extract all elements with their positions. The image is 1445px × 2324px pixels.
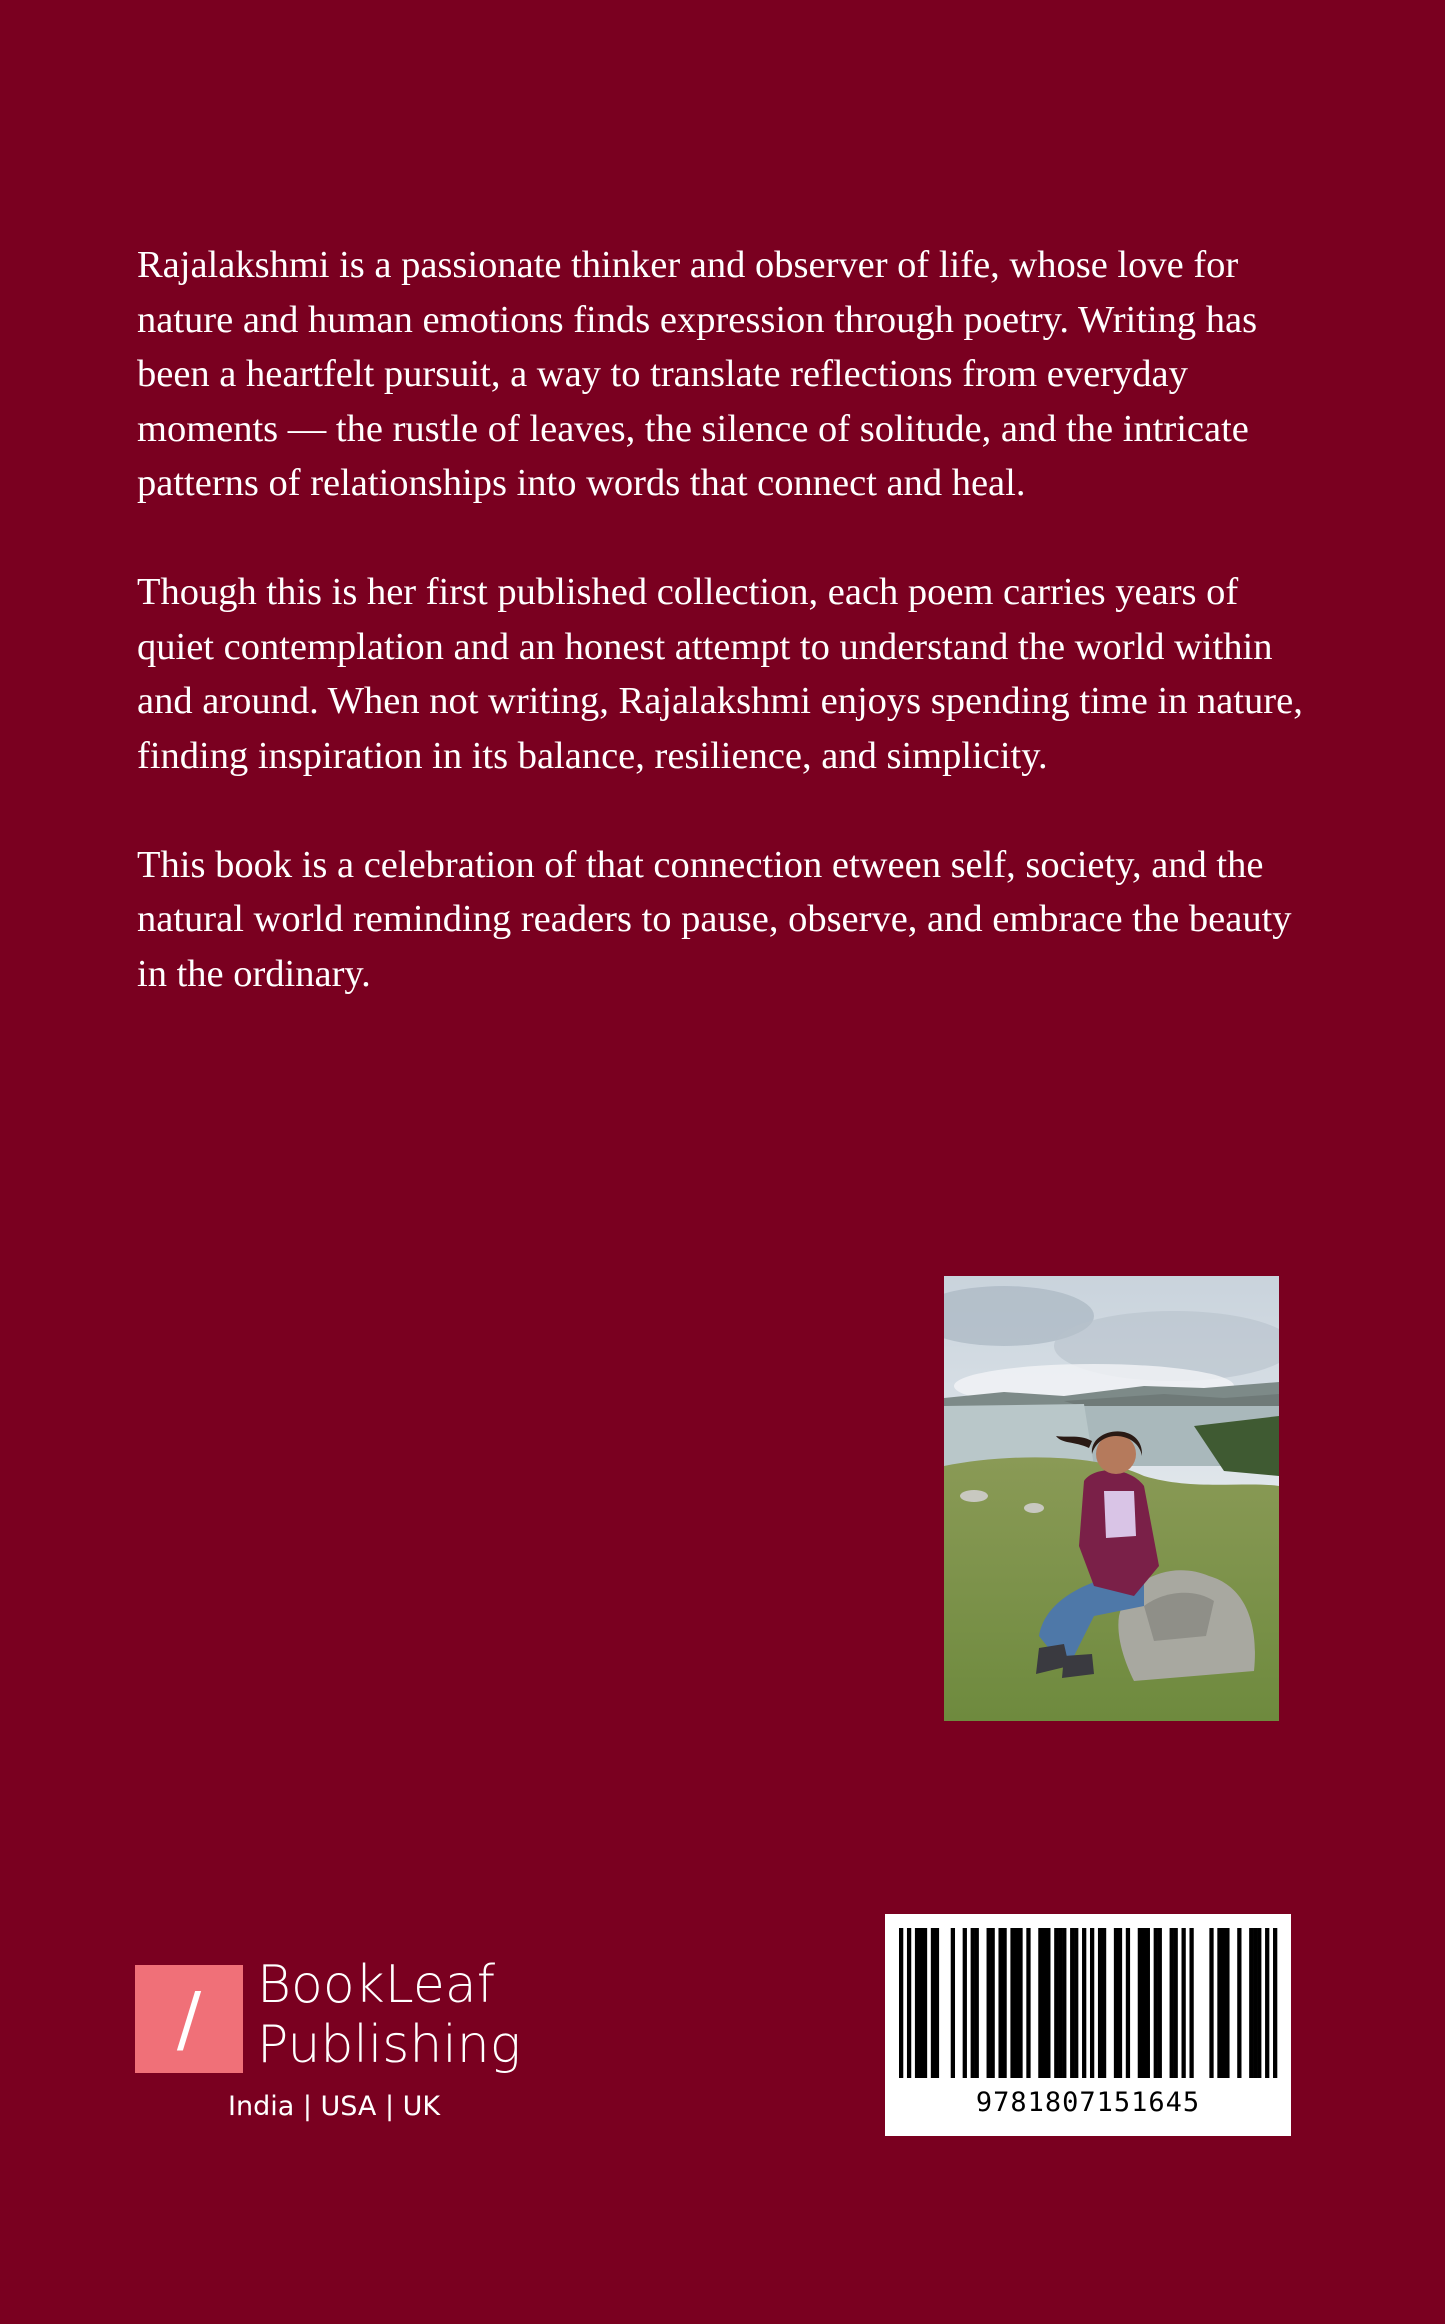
barcode-bar [1038, 1928, 1042, 2078]
barcode-bar [963, 1928, 967, 2078]
barcode-bar [1253, 1928, 1257, 2078]
barcode-bar [1237, 1928, 1241, 2078]
barcode-bar [931, 1928, 935, 2078]
barcode-bar [1142, 1928, 1146, 2078]
barcode-bar [1249, 1928, 1253, 2078]
barcode-bar [1257, 1928, 1261, 2078]
barcode-bar [1209, 1928, 1213, 2078]
bio-paragraph: Rajalakshmi is a passionate thinker and observer of life, whose love for nature and human emotions finds expression through poetry. Writing has been a heartfelt pursuit, a way to translate reflections from everyday moments — the rustle of leaves, the silence of solitude, and the intricate patterns of relationships into words that connect and heal. [137, 244, 1258, 504]
barcode-bar [1138, 1928, 1142, 2078]
publisher-name-line1: BookLeaf [257, 1955, 496, 2015]
barcode-bar [1058, 1928, 1062, 2078]
barcode-bar [907, 1928, 911, 2078]
publisher-regions: India | USA | UK [228, 2091, 441, 2122]
barcode-bar [919, 1928, 923, 2078]
barcode-bar [1002, 1928, 1006, 2078]
barcode-bar [1090, 1928, 1094, 2078]
isbn-number: 9781807151645 [975, 2087, 1201, 2118]
barcode-bar [1046, 1928, 1050, 2078]
barcode-bar [1158, 1928, 1162, 2078]
barcode-bar [998, 1928, 1002, 2078]
barcode-bar [1146, 1928, 1150, 2078]
barcode-bar [1042, 1928, 1046, 2078]
barcode-bar [1082, 1928, 1086, 2078]
barcode-bar [1118, 1928, 1122, 2078]
barcode-bar [1014, 1928, 1018, 2078]
barcode-bar [1154, 1928, 1158, 2078]
barcode-bar [1070, 1928, 1074, 2078]
barcode-bar [1062, 1928, 1066, 2078]
barcode-bar [899, 1928, 903, 2078]
barcode-bar [915, 1928, 919, 2078]
barcode-bar [1189, 1928, 1193, 2078]
barcode-bar [1074, 1928, 1078, 2078]
barcode-bar [1102, 1928, 1106, 2078]
barcode-bar [1217, 1928, 1221, 2078]
barcode-bar [971, 1928, 975, 2078]
barcode-bar [1265, 1928, 1269, 2078]
barcode-bar [987, 1928, 991, 2078]
bio-paragraph: Though this is her first published collection, each poem carries years of quiet contemplation and an honest attempt to understand the world within and around. When not writing, Rajalakshmi enjoys spending time in nature, finding inspiration in its balance, resilience, and simplicity. [137, 571, 1303, 777]
barcode-bar [975, 1928, 979, 2078]
publisher-logo-mark: / [135, 1965, 243, 2073]
publisher-name [257, 1955, 521, 2075]
bio-paragraph: This book is a celebration of that connection etween self, society, and the natural world reminding readers to pause, observe, and embrace the beauty in the ordinary. [137, 843, 1292, 995]
barcode-bar [1221, 1928, 1225, 2078]
author-bio [137, 238, 1317, 1056]
publisher-logo [135, 1955, 535, 2133]
author-photo [944, 1276, 1279, 1721]
barcode-bar [1174, 1928, 1178, 2078]
barcode-bar [1054, 1928, 1058, 2078]
barcode-bar [951, 1928, 955, 2078]
barcode-bar [1114, 1928, 1118, 2078]
barcode-bar [935, 1928, 939, 2078]
barcode-bar [1273, 1928, 1277, 2078]
publisher-name-line2: Publishing [257, 2015, 521, 2075]
isbn-barcode [885, 1914, 1291, 2136]
barcode-bar [1098, 1928, 1102, 2078]
barcode-bar [1182, 1928, 1186, 2078]
barcode-bar [1026, 1928, 1030, 2078]
barcode-bar [1018, 1928, 1022, 2078]
barcode-bar [923, 1928, 927, 2078]
barcode-bar [991, 1928, 995, 2078]
barcode-bar [1126, 1928, 1130, 2078]
barcode-bar [1225, 1928, 1229, 2078]
barcode-bar [1010, 1928, 1014, 2078]
barcode-bar [1170, 1928, 1174, 2078]
